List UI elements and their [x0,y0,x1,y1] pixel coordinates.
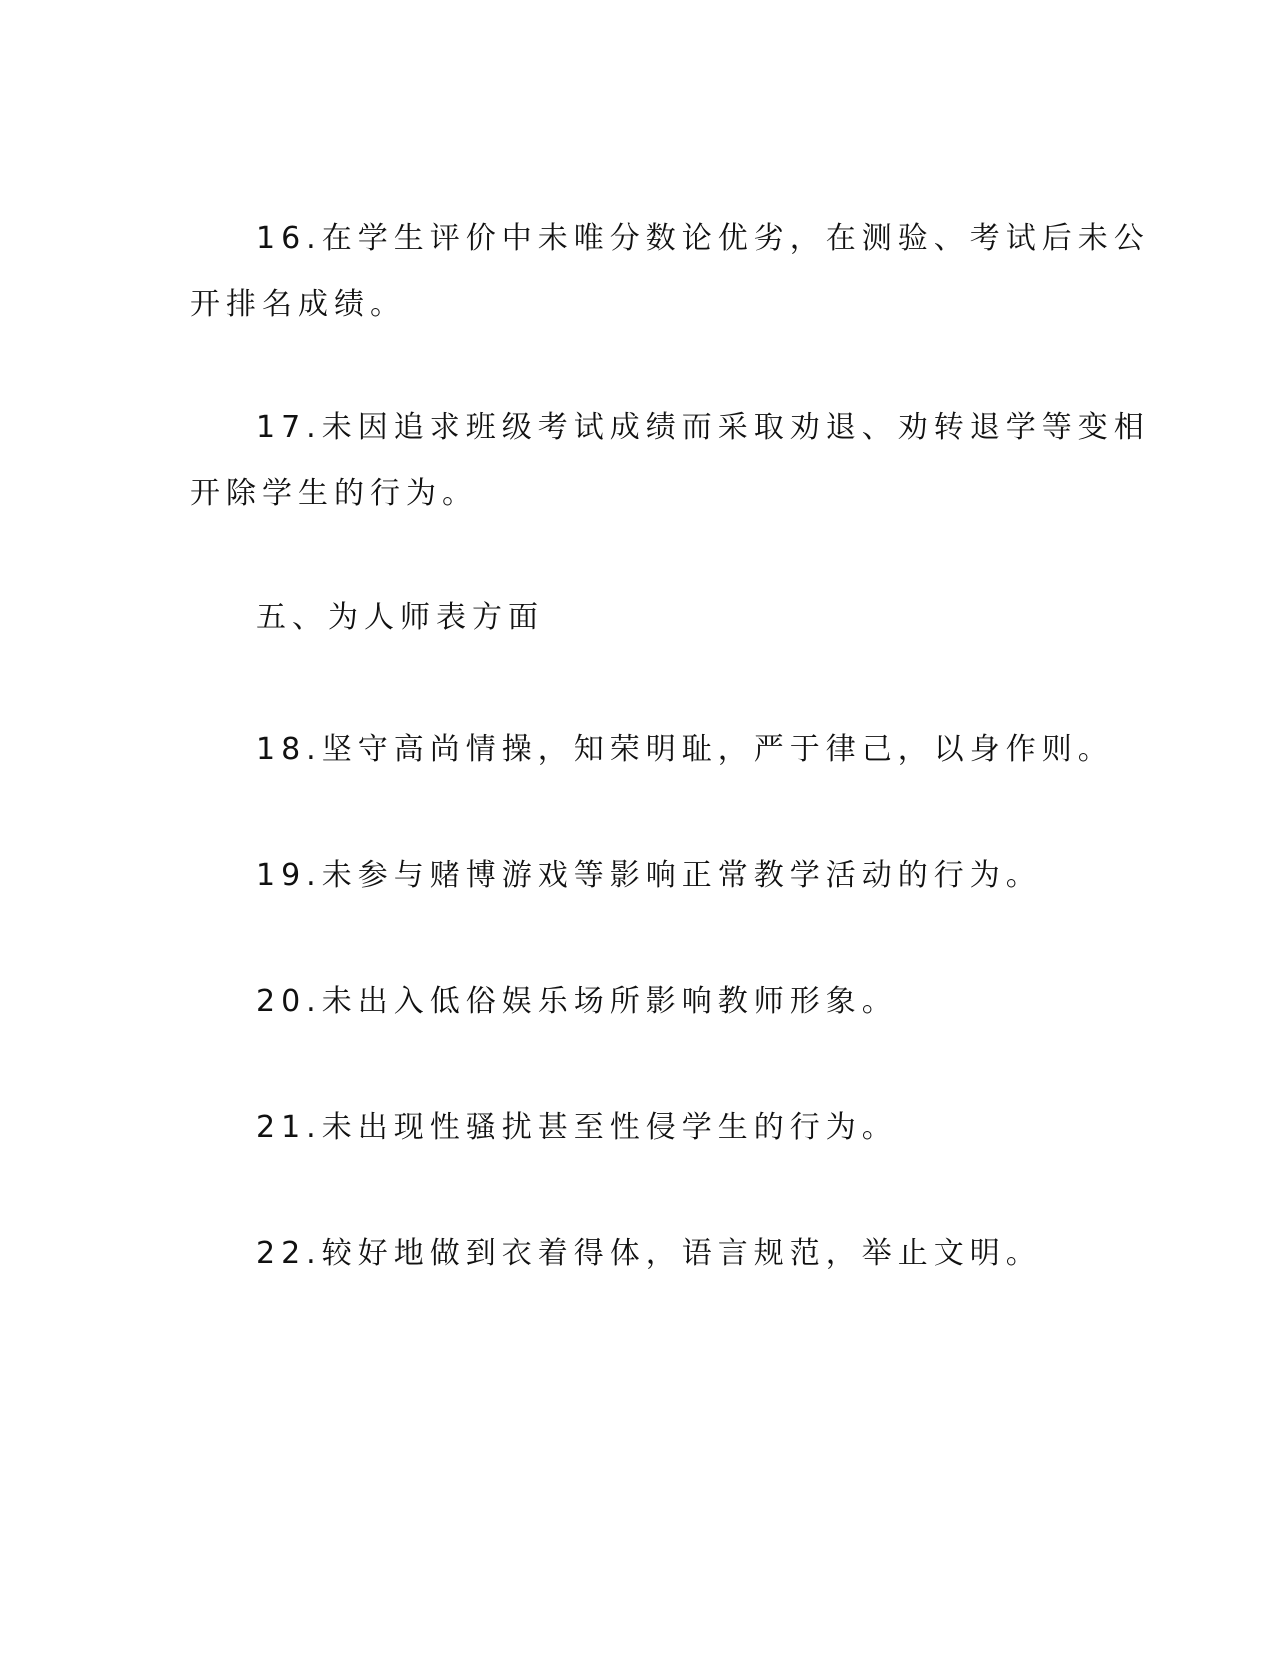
item-16-paragraph [190,206,1150,338]
item-22-line-1: 22.较好地做到衣着得体，语言规范，举止文明。 [256,1236,1042,1271]
item-19-line-1: 19.未参与赌博游戏等影响正常教学活动的行为。 [256,858,1042,893]
item-17-paragraph [190,395,1150,527]
item-22-paragraph [190,1221,1070,1287]
item-16-line-1: 16.在学生评价中未唯分数论优劣，在测验、考试后未公 [256,221,1150,256]
section-heading [190,585,1070,651]
item-21-line-1: 21.未出现性骚扰甚至性侵学生的行为。 [256,1110,898,1145]
item-17-line-2: 开除学生的行为。 [190,476,478,511]
item-19-paragraph [190,843,1070,909]
item-17-line-1: 17.未因追求班级考试成绩而采取劝退、劝转退学等变相 [256,410,1150,445]
item-20-paragraph [190,969,1070,1035]
item-18-paragraph [190,717,1114,783]
item-21-paragraph [190,1095,1070,1161]
item-20-line-1: 20.未出入低俗娱乐场所影响教师形象。 [256,984,898,1019]
section-5-title: 五、为人师表方面 [256,600,544,635]
item-18-line-1: 18.坚守高尚情操，知荣明耻，严于律己，以身作则。 [256,732,1114,767]
item-16-line-2: 开排名成绩。 [190,287,406,322]
